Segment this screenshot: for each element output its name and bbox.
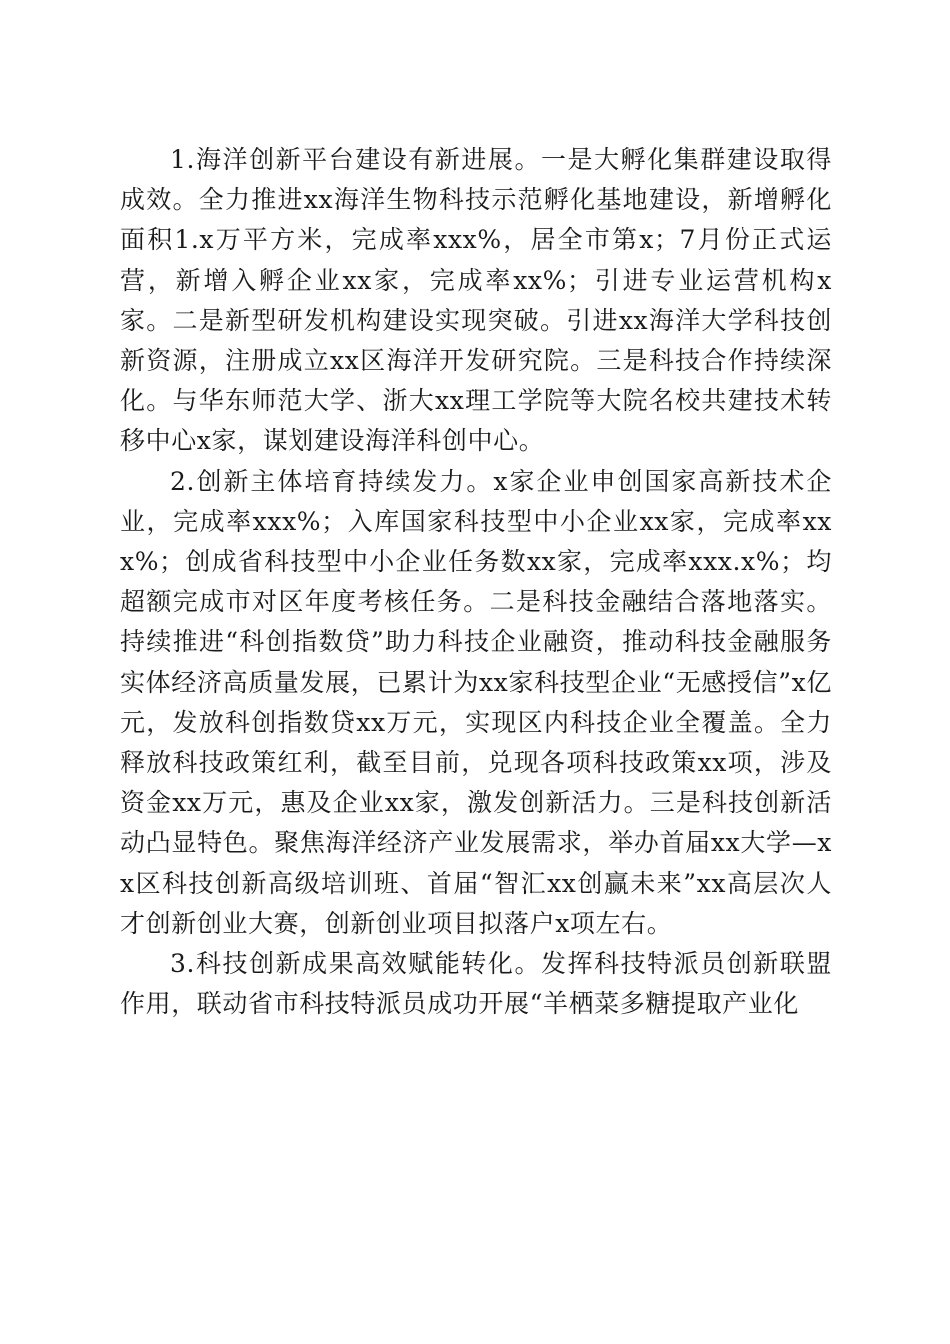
document-body bbox=[120, 140, 832, 1024]
paragraph-ocean-platform: 1.海洋创新平台建设有新进展。一是大孵化集群建设取得成效。全力推进xx海洋生物科技示范孵化基地建设，新增孵化面积1.x万平方米，完成率xxx%，居全市第x；7月份正式运营，新增入孵企业xx家，完成率xx%；引进专业运营机构x家。二是新型研发机构建设实现突破。引进xx海洋大学科技创新资源，注册成立xx区海洋开发研究院。三是科技合作持续深化。与华东师范大学、浙大xx理工学院等大院名校共建技术转移中心x家，谋划建设海洋科创中心。 bbox=[120, 145, 832, 456]
paragraph-achievement-transfer: 3.科技创新成果高效赋能转化。发挥科技特派员创新联盟作用，联动省市科技特派员成功开展“羊栖菜多糖提取产业化 bbox=[120, 949, 832, 1019]
paragraph-innovation-entities: 2.创新主体培育持续发力。x家企业申创国家高新技术企业，完成率xxx%；入库国家科技型中小企业xx家，完成率xxx%；创成省科技型中小企业任务数xx家，完成率xxx.x%；均超额完成市对区年度考核任务。二是科技金融结合落地落实。持续推进“科创指数贷”助力科技企业融资，推动科技金融服务实体经济高质量发展，已累计为xx家科技型企业“无感授信”x亿元，发放科创指数贷xx万元，实现区内科技企业全覆盖。全力释放科技政策红利，截至目前，兑现各项科技政策xx项，涉及资金xx万元，惠及企业xx家，激发创新活力。三是科技创新活动凸显特色。聚焦海洋经济产业发展需求，举办首届xx大学—xx区科技创新高级培训班、首届“智汇xx创赢未来”xx高层次人才创新创业大赛，创新创业项目拟落户x项左右。 bbox=[120, 466, 832, 938]
